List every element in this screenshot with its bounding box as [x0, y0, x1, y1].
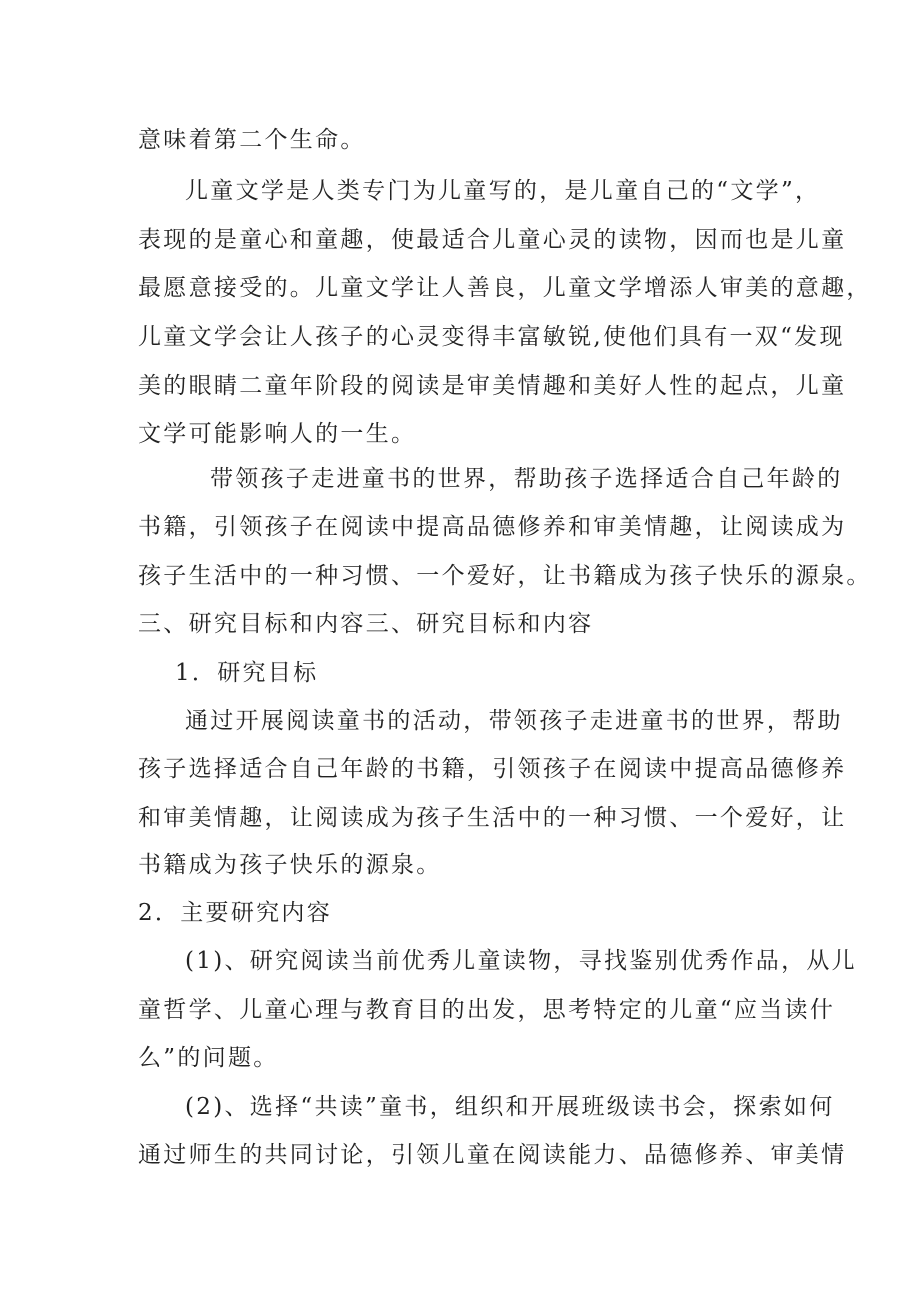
text-line: 意味着第二个生命。	[138, 127, 366, 153]
text-line: 文学可能影响人的一生。	[138, 421, 417, 447]
text-line: 书籍，引领孩子在阅读中提高品德修养和审美情趣，让阅读成为	[138, 514, 847, 540]
text-line: (1)、研究阅读当前优秀儿童读物，寻找鉴别优秀作品，从儿	[185, 948, 857, 974]
text-line: 带领孩子走进童书的世界，帮助孩子选择适合自己年龄的	[210, 466, 843, 492]
text-line: 通过师生的共同讨论，引领儿童在阅读能力、品德修养、审美情	[138, 1142, 847, 1168]
text-line: 么”的问题。	[138, 1045, 279, 1071]
text-line: (2)、选择“共读”童书，组织和开展班级读书会，探索如何	[185, 1094, 835, 1120]
text-line: 儿童文学是人类专门为儿童写的，是儿童自己的“文学”，	[185, 178, 821, 204]
subsection-heading: 1．研究目标	[175, 660, 319, 686]
text-line: 表现的是童心和童趣，使最适合儿童心灵的读物，因而也是儿童	[138, 227, 847, 253]
section-heading: 三、研究目标和内容三、研究目标和内容	[138, 611, 594, 637]
subsection-heading: 2．主要研究内容	[138, 900, 333, 926]
text-line: 通过开展阅读童书的活动，带领孩子走进童书的世界，帮助	[185, 708, 843, 734]
text-line: 童哲学、儿童心理与教育目的出发，思考特定的儿童“应当读什	[138, 997, 836, 1023]
text-line: 最愿意接受的。儿童文学让人善良，儿童文学增添人审美的意趣，	[138, 275, 872, 301]
text-line: 美的眼睛二童年阶段的阅读是审美情趣和美好人性的起点，儿童	[138, 373, 847, 399]
text-line: 和审美情趣，让阅读成为孩子生活中的一种习惯、一个爱好，让	[138, 805, 847, 831]
text-line: 孩子选择适合自己年龄的书籍，引领孩子在阅读中提高品德修养	[138, 756, 847, 782]
text-line: 孩子生活中的一种习惯、一个爱好，让书籍成为孩子快乐的源泉。	[138, 563, 872, 589]
text-line: 书籍成为孩子快乐的源泉。	[138, 852, 442, 878]
text-line: 儿童文学会让人孩子的心灵变得丰富敏锐,使他们具有一双“发现	[138, 324, 845, 350]
